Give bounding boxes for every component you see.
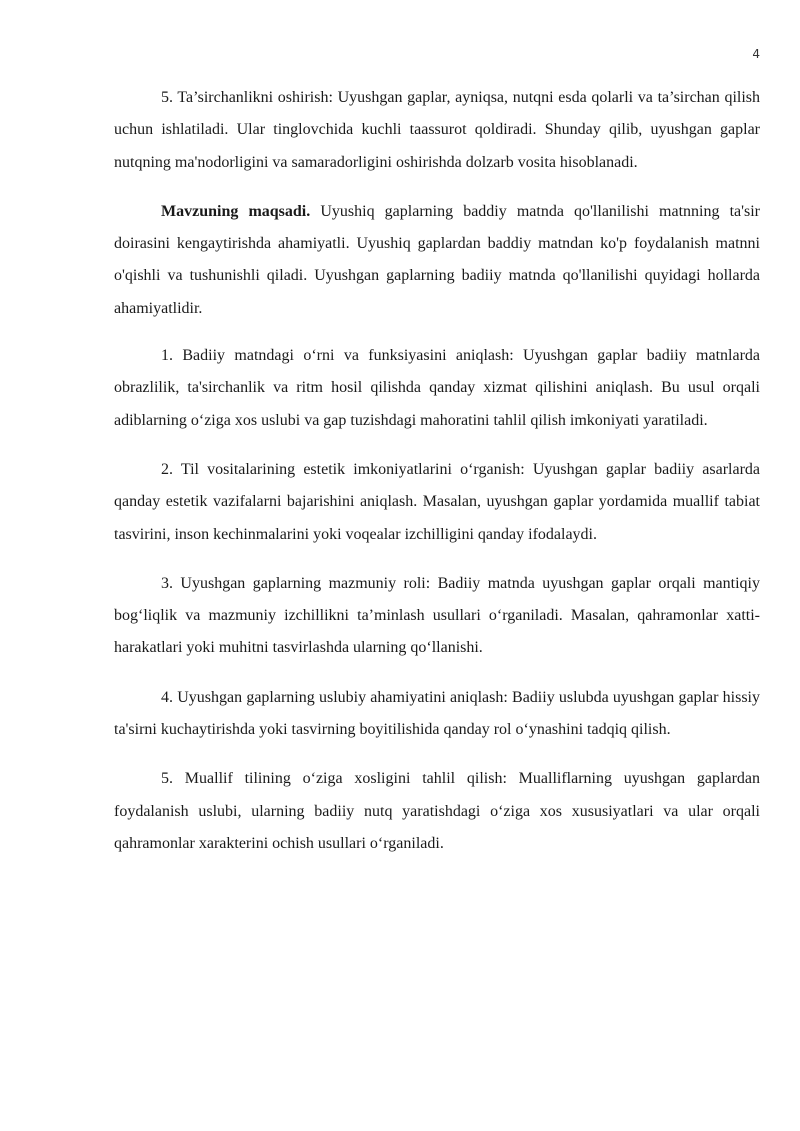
paragraph-mavzuning-maqsadi xyxy=(114,196,760,325)
paragraph-item-5: 5. Muallif tilining o‘ziga xosligini tahlil qilish: Mualliflarning uyushgan gaplardan foydalanish uslubi, ularning badiiy nutq yaratishdagi o‘ziga xos xususiyatlari va ular orqali qahramonlar xarakterini ochish usullari o‘rganiladi. xyxy=(114,770,760,852)
page-body xyxy=(114,82,760,877)
paragraph-item-3: 3. Uyushgan gaplarning mazmuniy roli: Badiiy matnda uyushgan gaplar orqali mantiqiy bog‘liqlik va mazmuniy izchillikni ta’minlash usullari o‘rganiladi. Masalan, qahramonlar xatti-harakatlari yoki muhitni tasvirlashda ularning qo‘llanishi. xyxy=(114,574,760,657)
page-number: 4 xyxy=(752,47,760,61)
paragraph-item-4: 4. Uyushgan gaplarning uslubiy ahamiyatini aniqlash: Badiiy uslubda uyushgan gaplar hissiy ta'sirni kuchaytirishda yoki tasvirning boyitilishida qanday rol o‘ynashini tadqiq qilish. xyxy=(114,688,760,739)
paragraph-tasirchanlik: 5. Ta’sirchanlikni oshirish: Uyushgan gaplar, ayniqsa, nutqni esda qolarli va ta’sirchan qilish uchun ishlatiladi. Ular tinglovchida kuchli taassurot qoldiradi. Shunday qilib, uyushgan gaplar nutqning ma'nodorligini va samaradorligini oshirishda dolzarb vosita hisoblanadi. xyxy=(114,89,760,171)
paragraph-lead-heading: Mavzuning maqsadi. xyxy=(161,202,311,220)
paragraph-item-1: 1. Badiiy matndagi o‘rni va funksiyasini aniqlash: Uyushgan gaplar badiiy matnlarda obrazlilik, ta'sirchanlik va ritm hosil qilishda qanday xizmat qilishini aniqlash. Bu usul orqali adiblarning o‘ziga xos uslubi va gap tuzishdagi mahoratini tahlil qilish imkoniyati yaratiladi. xyxy=(114,347,760,429)
paragraph-body-text: Uyushiq gaplarning baddiy matnda qo'llanilishi matnning ta'sir doirasini kengaytirishda ahamiyatli. Uyushiq gaplardan baddiy matndan ko'p foydalanish matnni o'qishli va tushunishli qiladi. Uyushgan gaplarning badiiy matnda qo'llanilishi quyidagi hollarda ahamiyatlidir. xyxy=(114,202,760,317)
paragraph-item-2: 2. Til vositalarining estetik imkoniyatlarini o‘rganish: Uyushgan gaplar badiiy asarlarda qanday estetik vazifalarni bajarishini aniqlash. Masalan, uyushgan gaplar yordamida muallif tabiat tasvirini, inson kechinmalarini yoki voqealar izchilligini qanday ifodalaydi. xyxy=(114,460,760,543)
